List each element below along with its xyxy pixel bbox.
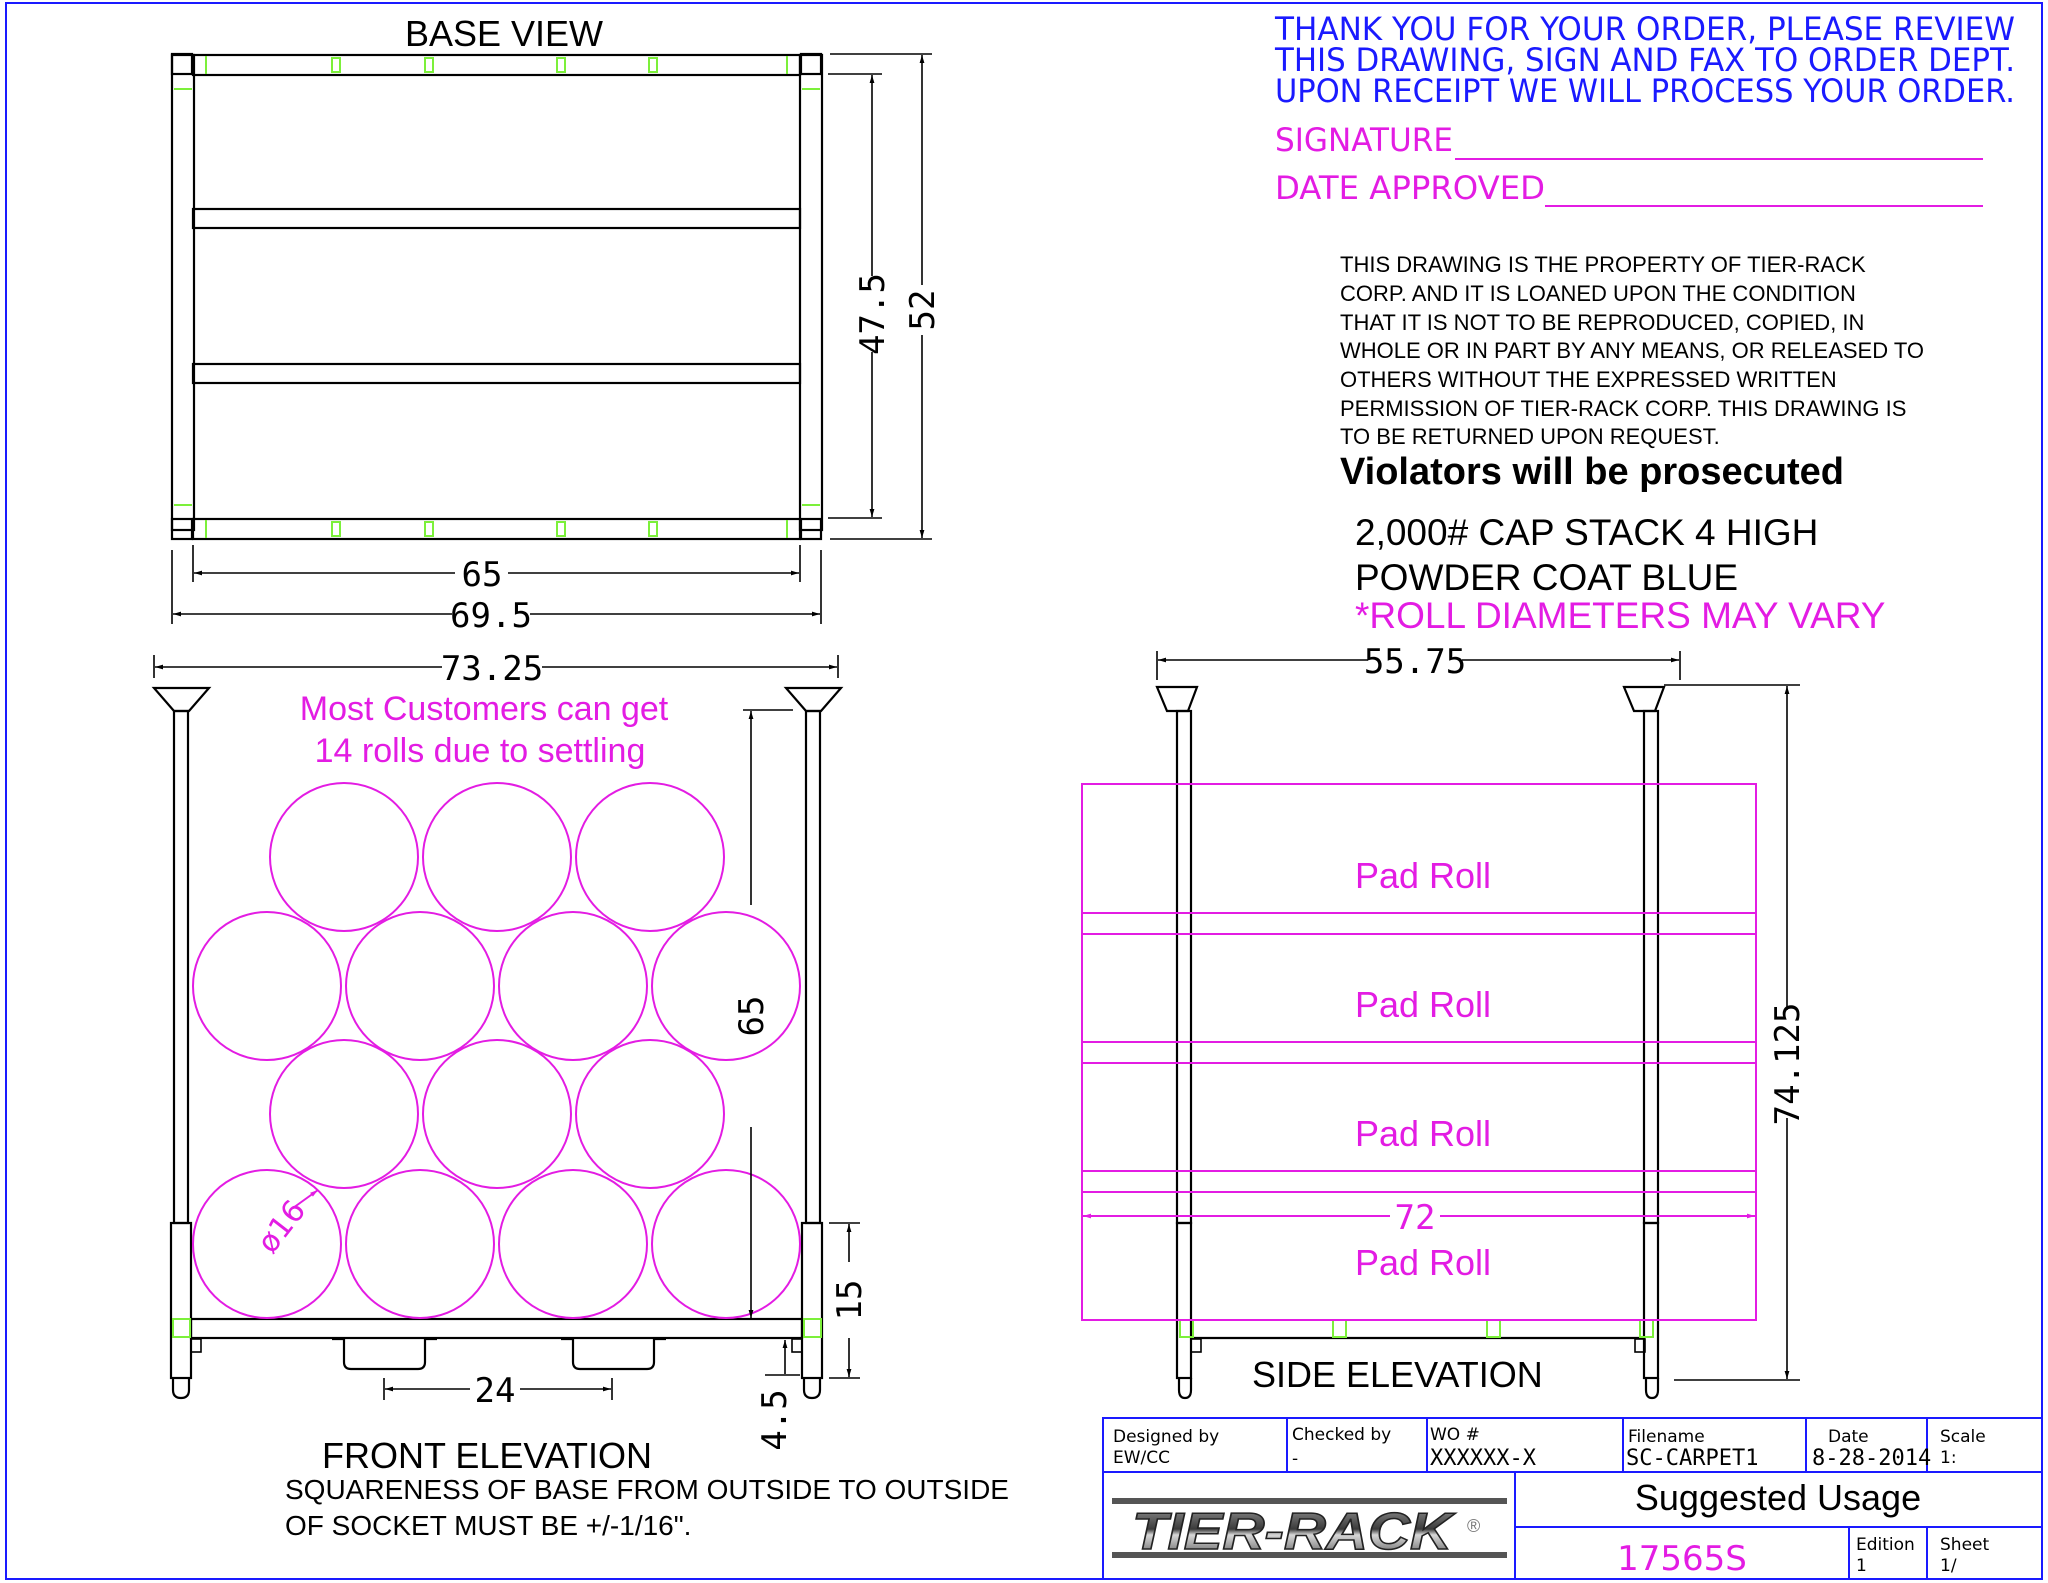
pad-roll-label: Pad Roll (1354, 1242, 1492, 1283)
property-line: THAT IT IS NOT TO BE REPRODUCED, COPIED, IN (1340, 310, 1865, 335)
dim-roll-length: 72 (1394, 1198, 1436, 1238)
roll (652, 1170, 800, 1318)
weld-mark (1640, 1320, 1653, 1337)
scale-label: Scale (1940, 1427, 1986, 1447)
dim-base-clearance: 4.5 (755, 1389, 795, 1451)
property-line: THIS DRAWING IS THE PROPERTY OF TIER-RACK (1340, 252, 1866, 277)
spec-capacity: 2,000# CAP STACK 4 HIGH (1355, 512, 1819, 553)
dim-inner-width: 65 (461, 555, 503, 595)
property-notice (1340, 252, 1924, 493)
callout-line-1: Most Customers can get (299, 690, 669, 728)
callout-line-2: 14 rolls due to settling (314, 732, 646, 770)
signature-label: SIGNATURE (1275, 121, 1453, 159)
roll (423, 1040, 571, 1188)
date-value: 8-28-2014 (1812, 1446, 1932, 1471)
roll (576, 783, 724, 931)
registered-mark: ® (1467, 1516, 1481, 1536)
property-line: PERMISSION OF TIER-RACK CORP. THIS DRAWING IS (1340, 396, 1907, 421)
tier-rack-logo (1112, 1498, 1507, 1561)
pad-roll-label: Pad Roll (1354, 984, 1492, 1025)
dim-outer-depth: 52 (903, 289, 943, 331)
scale-value: 1: (1940, 1448, 1957, 1468)
filename-value: SC-CARPET1 (1626, 1446, 1759, 1471)
weld-mark (173, 1319, 190, 1337)
sheet-value: 1/ (1940, 1556, 1957, 1576)
property-line: OTHERS WITHOUT THE EXPRESSED WRITTEN (1340, 367, 1837, 392)
front-elevation (154, 649, 1009, 1541)
dim-post-spacing: 55.75 (1363, 642, 1467, 682)
squareness-note-1: SQUARENESS OF BASE FROM OUTSIDE TO OUTSIDE (285, 1474, 1009, 1505)
side-elevation-title: SIDE ELEVATION (1252, 1354, 1543, 1395)
dim-leg-sleeve: 15 (830, 1279, 870, 1321)
checked-by-value: - (1292, 1449, 1299, 1469)
date-label: Date (1828, 1427, 1869, 1447)
spec-note: *ROLL DIAMETERS MAY VARY (1355, 595, 1886, 636)
designed-by-label: Designed by (1113, 1427, 1220, 1447)
roll (346, 912, 494, 1060)
roll-diameter: ø16 (250, 1193, 314, 1260)
property-line: CORP. AND IT IS LOANED UPON THE CONDITION (1340, 281, 1856, 306)
roll (193, 912, 341, 1060)
roll (499, 1170, 647, 1318)
side-elevation (1082, 642, 1808, 1398)
dim-overall-height: 74.125 (1768, 1002, 1808, 1126)
notice-line-2: THIS DRAWING, SIGN AND FAX TO ORDER DEPT. (1274, 41, 2015, 79)
weld-mark (804, 1319, 821, 1337)
notice-line-1: THANK YOU FOR YOUR ORDER, PLEASE REVIEW (1274, 10, 2015, 48)
title-block (1103, 1418, 2042, 1579)
violators-warning: Violators will be prosecuted (1340, 451, 1844, 493)
dim-fork-spacing: 24 (474, 1371, 516, 1411)
front-elevation-title: FRONT ELEVATION (322, 1435, 653, 1476)
designed-by-value: EW/CC (1113, 1448, 1171, 1468)
product-spec (1355, 512, 1885, 636)
roll (652, 912, 800, 1060)
property-line: TO BE RETURNED UPON REQUEST. (1340, 424, 1720, 449)
pad-roll-label: Pad Roll (1354, 1113, 1492, 1154)
notice-line-3: UPON RECEIPT WE WILL PROCESS YOUR ORDER. (1275, 72, 2015, 110)
drawing-title: Suggested Usage (1634, 1477, 1922, 1518)
checked-by-label: Checked by (1292, 1425, 1392, 1445)
pad-roll-label: Pad Roll (1354, 855, 1492, 896)
property-line: WHOLE OR IN PART BY ANY MEANS, OR RELEASED TO (1340, 338, 1924, 363)
edition-value: 1 (1856, 1556, 1867, 1576)
dim-inner-depth: 47.5 (853, 273, 893, 355)
base-view-title: BASE VIEW (404, 13, 604, 54)
order-notice (1274, 10, 2015, 207)
roll (423, 783, 571, 931)
dim-outer-width: 69.5 (450, 596, 532, 636)
roll (499, 912, 647, 1060)
roll (270, 783, 418, 931)
weld-mark (1333, 1320, 1346, 1337)
weld-mark (1487, 1320, 1500, 1337)
weld-marks (174, 56, 820, 538)
base-view (172, 13, 943, 636)
edition-label: Edition (1856, 1535, 1915, 1555)
spec-finish: POWDER COAT BLUE (1355, 557, 1739, 598)
dim-overall-width: 73.25 (440, 649, 544, 689)
logo-text: TIER-RACK (1132, 1503, 1456, 1561)
date-approved-label: DATE APPROVED (1275, 169, 1545, 207)
filename-label: Filename (1628, 1427, 1705, 1447)
squareness-note-2: OF SOCKET MUST BE +/-1/16". (285, 1510, 692, 1541)
sheet-label: Sheet (1940, 1535, 1990, 1555)
roll (270, 1040, 418, 1188)
wo-value: XXXXXX-X (1430, 1446, 1536, 1471)
drawing-number: 17565S (1617, 1539, 1747, 1579)
dim-inner-height: 65 (732, 995, 772, 1037)
roll (346, 1170, 494, 1318)
roll (576, 1040, 724, 1188)
wo-label: WO # (1430, 1425, 1480, 1445)
